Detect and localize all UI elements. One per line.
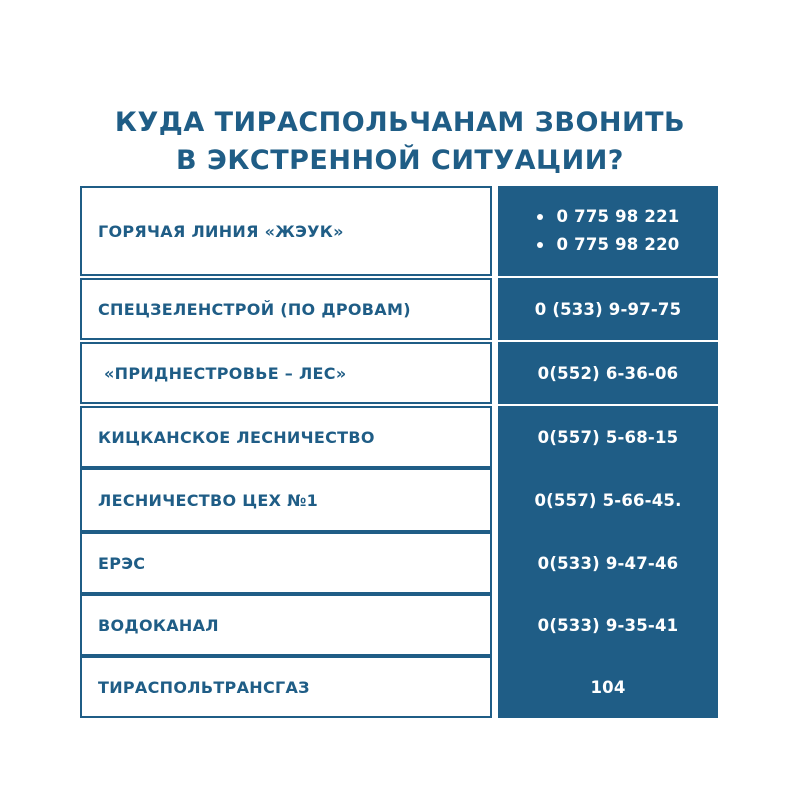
contact-name: ГОРЯЧАЯ ЛИНИЯ «ЖЭУК»: [80, 186, 492, 276]
table-row: [80, 594, 718, 656]
contact-name: «ПРИДНЕСТРОВЬЕ – ЛЕС»: [80, 342, 492, 404]
contact-phone: 0(552) 6-36-06: [498, 342, 718, 404]
title-line-1: КУДА ТИРАСПОЛЬЧАНАМ ЗВОНИТЬ: [114, 107, 686, 139]
list-item: [537, 203, 680, 231]
contact-phone: 0(533) 9-47-46: [498, 532, 718, 594]
contact-name: ЕРЭС: [80, 532, 492, 594]
phone-list: [537, 203, 680, 259]
list-item: [537, 231, 680, 259]
page-title: [0, 104, 800, 180]
bullet-icon: [537, 242, 543, 248]
table-row: [80, 406, 718, 468]
phone-number: 0 775 98 221: [556, 207, 680, 226]
bullet-icon: [537, 214, 543, 220]
contact-phone-cell: [498, 186, 718, 276]
table-row: [80, 342, 718, 404]
contact-name: КИЦКАНСКОЕ ЛЕСНИЧЕСТВО: [80, 406, 492, 468]
contact-name: ТИРАСПОЛЬТРАНСГАЗ: [80, 656, 492, 718]
table-row: [80, 468, 718, 532]
table-row: [80, 656, 718, 718]
contact-name: ЛЕСНИЧЕСТВО ЦЕХ №1: [80, 468, 492, 532]
contact-phone: 104: [498, 656, 718, 718]
table-row: [80, 278, 718, 340]
contact-phone: 0 (533) 9-97-75: [498, 278, 718, 340]
title-line-2: В ЭКСТРЕННОЙ СИТУАЦИИ?: [176, 145, 624, 177]
table-row: [80, 186, 718, 276]
contact-phone: 0(557) 5-66-45.: [498, 468, 718, 532]
contact-phone: 0(557) 5-68-15: [498, 406, 718, 468]
contact-phone: 0(533) 9-35-41: [498, 594, 718, 656]
contact-name: СПЕЦЗЕЛЕНСТРОЙ (ПО ДРОВАМ): [80, 278, 492, 340]
contact-name: ВОДОКАНАЛ: [80, 594, 492, 656]
phone-number: 0 775 98 220: [556, 235, 680, 254]
table-row: [80, 532, 718, 594]
